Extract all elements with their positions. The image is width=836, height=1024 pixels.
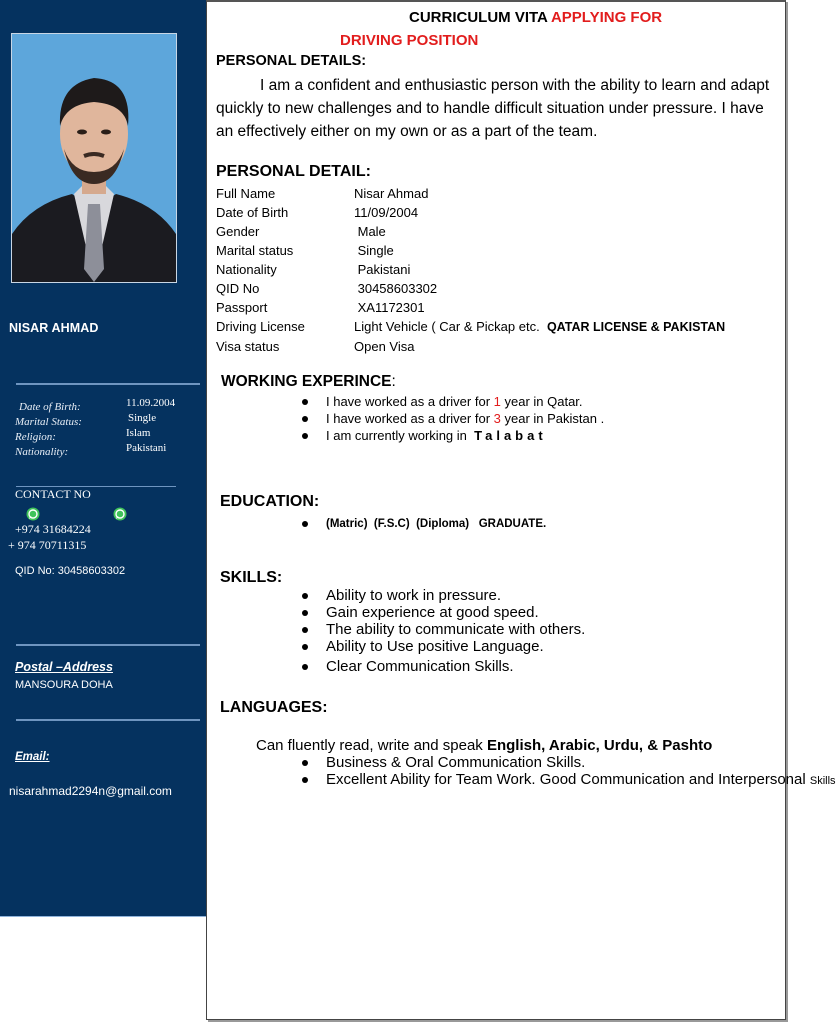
whatsapp-icon[interactable] xyxy=(113,507,127,521)
email-title: Email: xyxy=(15,751,50,763)
document-title xyxy=(409,9,662,26)
item-text: Business & Oral Communication Skills. xyxy=(326,754,586,771)
detail-value: Pakistani xyxy=(354,262,411,277)
list-item xyxy=(302,754,766,771)
license-type: Light Vehicle ( Car & Pickap etc. xyxy=(354,319,540,334)
bullet-icon xyxy=(302,521,308,527)
divider xyxy=(16,719,200,721)
phone-number[interactable]: +974 31684224 xyxy=(15,522,91,536)
list-item xyxy=(302,621,585,638)
label-religion: Religion: xyxy=(15,431,56,443)
document-subtitle: DRIVING POSITION xyxy=(340,32,479,49)
list-item xyxy=(302,516,546,532)
contact-title: CONTACT NO xyxy=(15,487,91,501)
languages-list xyxy=(302,754,836,790)
sidebar-qid: QID No: 30458603302 xyxy=(15,565,126,577)
title-text: CURRICULUM VITA xyxy=(409,9,548,26)
license-countries: QATAR LICENSE & PAKISTAN xyxy=(546,320,726,334)
value-dob: 11.09.2004 xyxy=(126,397,176,409)
bullet-icon xyxy=(302,760,308,766)
bullet-icon xyxy=(302,593,308,599)
detail-row xyxy=(216,279,725,298)
detail-row xyxy=(216,337,725,356)
item-text-small: Skills xyxy=(809,775,836,787)
personal-detail-table xyxy=(216,184,725,356)
value-marital: Single xyxy=(128,412,157,424)
list-item xyxy=(302,604,585,621)
person-silhouette-icon xyxy=(12,34,176,282)
detail-row xyxy=(216,184,725,203)
detail-value: Male xyxy=(354,224,386,239)
employer-name: Talabat xyxy=(474,428,547,443)
item-text: year in Pakistan . xyxy=(500,411,605,426)
detail-label: QID No xyxy=(216,281,260,296)
languages-intro xyxy=(256,737,712,754)
bullet-icon xyxy=(302,644,308,650)
divider xyxy=(16,383,200,385)
detail-label: Marital status xyxy=(216,243,294,258)
detail-row xyxy=(216,203,725,222)
label-nationality: Nationality: xyxy=(15,446,69,458)
bullet-icon xyxy=(302,399,308,405)
heading-text: WORKING EXPERINCE xyxy=(221,373,392,390)
list-item xyxy=(302,410,604,427)
list-item xyxy=(302,427,604,444)
bullet-icon xyxy=(302,433,308,439)
sidebar-info-values xyxy=(126,396,175,456)
item-text: Ability to work in pressure. xyxy=(326,587,502,604)
bullet-icon xyxy=(302,664,308,670)
email-link[interactable]: nisarahmad2294n@gmail.com xyxy=(9,784,172,798)
item-text: I have worked as a driver for xyxy=(326,394,494,409)
languages-heading: LANGUAGES: xyxy=(220,699,328,716)
list-item xyxy=(302,771,836,790)
skills-heading: SKILLS: xyxy=(220,569,283,586)
detail-value xyxy=(354,317,725,337)
detail-label: Full Name xyxy=(216,186,276,201)
sidebar xyxy=(0,0,206,917)
bullet-icon xyxy=(302,627,308,633)
bullet-icon xyxy=(302,416,308,422)
detail-label: Date of Birth xyxy=(216,205,289,220)
bullet-icon xyxy=(302,777,308,783)
skills-list xyxy=(302,587,585,675)
detail-value: 30458603302 xyxy=(354,281,438,296)
item-text: The ability to communicate with others. xyxy=(326,621,586,638)
detail-row xyxy=(216,260,725,279)
divider xyxy=(16,644,200,646)
experience-list xyxy=(302,393,604,444)
postal-address-value: MANSOURA DOHA xyxy=(15,679,113,691)
list-item xyxy=(302,587,585,604)
personal-summary xyxy=(216,74,776,143)
detail-row xyxy=(216,317,725,337)
item-text: Excellent Ability for Team Work. Good Communication and Interpersonal xyxy=(326,771,810,788)
item-text: I have worked as a driver for xyxy=(326,411,494,426)
detail-label: Visa status xyxy=(216,339,280,354)
personal-details-heading: PERSONAL DETAILS: xyxy=(216,53,367,69)
detail-value: 11/09/2004 xyxy=(354,205,419,220)
label-marital: Marital Status: xyxy=(15,416,82,428)
label-dob: Date of Birth: xyxy=(19,401,81,413)
languages-spoken: English, Arabic, Urdu, & Pashto xyxy=(486,737,713,754)
item-text: Gain experience at good speed. xyxy=(326,604,539,621)
profile-photo xyxy=(11,33,177,283)
intro-text: Can fluently read, write and speak xyxy=(256,737,487,754)
detail-value: Single xyxy=(354,243,394,258)
education-heading: EDUCATION: xyxy=(220,493,320,510)
list-item xyxy=(302,393,604,410)
detail-label: Driving License xyxy=(216,319,305,334)
summary-text: I am a confident and enthusiastic person with the ability to learn and adapt quickly to new challenges and to handle difficult situation under pressure. I have an effectively either on my own or as a part of the team. xyxy=(216,77,770,140)
item-text: I am currently working in xyxy=(326,428,471,443)
postal-address-title: Postal –Address xyxy=(15,660,113,674)
item-text: Ability to Use positive Language. xyxy=(326,638,544,655)
detail-value: XA1172301 xyxy=(354,300,425,315)
detail-row xyxy=(216,298,725,317)
item-text: year in Qatar. xyxy=(500,394,583,409)
detail-label: Passport xyxy=(216,300,268,315)
value-nationality: Pakistani xyxy=(126,442,167,454)
detail-label: Nationality xyxy=(216,262,277,277)
item-text: (Matric) (F.S.C) (Diploma) GRADUATE. xyxy=(326,518,547,530)
detail-label: Gender xyxy=(216,224,260,239)
title-accent: APPLYING FOR xyxy=(550,9,663,26)
list-item xyxy=(302,638,585,655)
education-list xyxy=(302,516,546,532)
personal-detail-heading: PERSONAL DETAIL: xyxy=(216,163,371,180)
detail-row xyxy=(216,222,725,241)
sidebar-info-labels xyxy=(15,400,82,460)
detail-value: Nisar Ahmad xyxy=(354,186,429,201)
whatsapp-icon[interactable] xyxy=(26,507,40,521)
years-number: 3 xyxy=(493,411,501,426)
list-item xyxy=(302,658,585,675)
sidebar-name: NISAR AHMAD xyxy=(9,321,99,335)
bullet-icon xyxy=(302,610,308,616)
value-religion: Islam xyxy=(126,427,151,439)
phone-number[interactable]: + 974 70711315 xyxy=(8,538,87,552)
item-text: Clear Communication Skills. xyxy=(326,658,514,675)
detail-row xyxy=(216,241,725,260)
years-number: 1 xyxy=(493,394,501,409)
working-experience-heading xyxy=(221,373,396,391)
heading-colon: : xyxy=(391,373,396,390)
detail-value: Open Visa xyxy=(354,339,415,354)
